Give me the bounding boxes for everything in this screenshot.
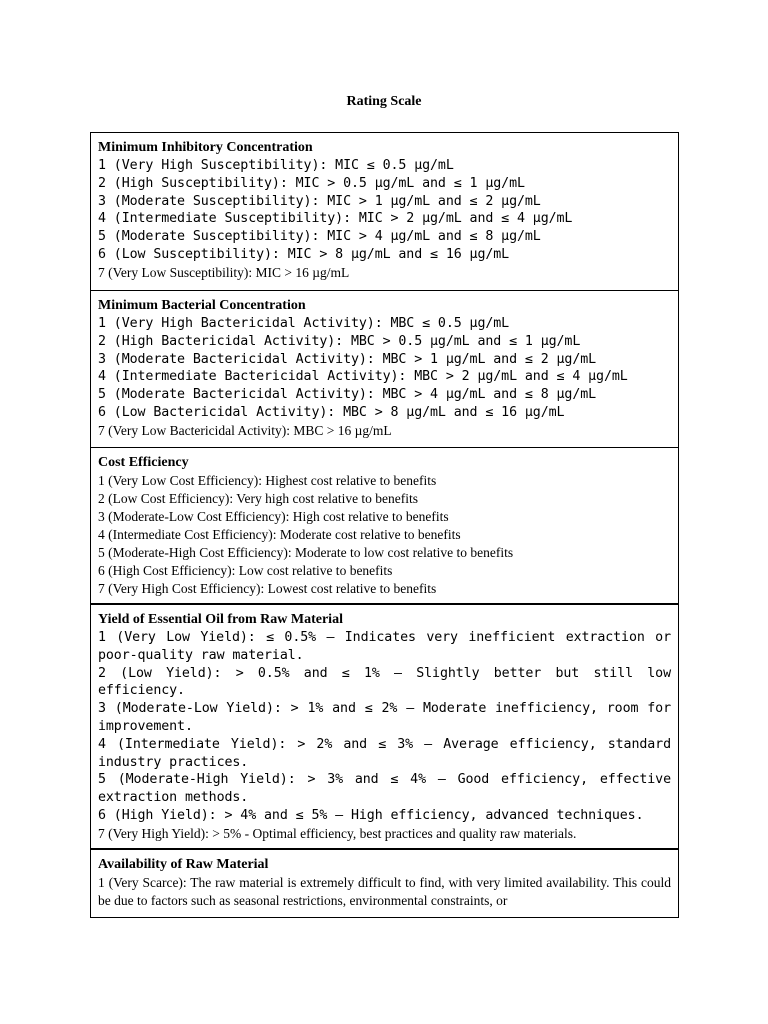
yield-item: 1 (Very Low Yield): ≤ 0.5% – Indicates very inefficient extraction or poor-quality raw material. — [98, 630, 671, 663]
availability-section — [91, 848, 678, 917]
mbc-item: 4 (Intermediate Bactericidal Activity): MBC > 2 µg/mL and ≤ 4 µg/mL — [98, 369, 628, 385]
cost-item: 2 (Low Cost Efficiency): Very high cost relative to benefits — [98, 491, 419, 506]
mic-item: 1 (Very High Susceptibility): MIC ≤ 0.5 µg/mL — [98, 158, 454, 173]
yield-section — [91, 603, 678, 848]
yield-item: 5 (Moderate-High Yield): > 3% and ≤ 4% – Good efficiency, effective extraction methods. — [98, 772, 671, 806]
yield-item: 4 (Intermediate Yield): > 2% and ≤ 3% – Average efficiency, standard industry practices. — [98, 736, 671, 770]
mic-heading: Minimum Inhibitory Concentration — [98, 140, 313, 155]
cost-item: 4 (Intermediate Cost Efficiency): Moderate cost relative to benefits — [98, 527, 461, 542]
availability-text: 1 (Very Scarce): The raw material is extremely difficult to find, with very limited availability. This could be due to factors such as seasonal restrictions, environmental constraints, or — [98, 875, 671, 908]
mic-item: 2 (High Susceptibility): MIC > 0.5 µg/mL and ≤ 1 µg/mL — [98, 175, 525, 191]
yield-item: 6 (High Yield): > 4% and ≤ 5% – High efficiency, advanced techniques. — [98, 807, 644, 823]
mbc-item: 2 (High Bactericidal Activity): MBC > 0.5 µg/mL and ≤ 1 µg/mL — [98, 333, 581, 349]
mbc-item: 3 (Moderate Bactericidal Activity): MBC > 1 µg/mL and ≤ 2 µg/mL — [98, 351, 597, 367]
mbc-item: 5 (Moderate Bactericidal Activity): MBC > 4 µg/mL and ≤ 8 µg/mL — [98, 387, 597, 403]
rating-scale-table — [90, 132, 679, 918]
mbc-item: 1 (Very High Bactericidal Activity): MBC ≤ 0.5 µg/mL — [98, 316, 510, 331]
cost-item: 7 (Very High Cost Efficiency): Lowest cost relative to benefits — [98, 581, 437, 596]
cost-item: 3 (Moderate-Low Cost Efficiency): High cost relative to benefits — [98, 509, 449, 524]
yield-heading: Yield of Essential Oil from Raw Material — [98, 612, 343, 627]
mbc-item: 6 (Low Bactericidal Activity): MBC > 8 µg/mL and ≤ 16 µg/mL — [98, 404, 565, 420]
mic-item: 7 (Very Low Susceptibility): MIC > 16 µg/mL — [98, 264, 350, 280]
mic-item: 6 (Low Susceptibility): MIC > 8 µg/mL and ≤ 16 µg/mL — [98, 246, 510, 262]
availability-heading: Availability of Raw Material — [98, 857, 269, 872]
mbc-heading: Minimum Bacterial Concentration — [98, 298, 306, 313]
mic-section — [91, 133, 678, 290]
cost-item: 5 (Moderate-High Cost Efficiency): Moderate to low cost relative to benefits — [98, 545, 514, 560]
cost-section — [91, 447, 678, 603]
yield-item: 7 (Very High Yield): > 5% - Optimal efficiency, best practices and quality raw materials. — [98, 825, 577, 841]
mic-item: 3 (Moderate Susceptibility): MIC > 1 µg/mL and ≤ 2 µg/mL — [98, 193, 541, 209]
yield-item: 3 (Moderate-Low Yield): > 1% and ≤ 2% – Moderate inefficiency, room for improvement. — [98, 701, 671, 734]
mbc-item: 7 (Very Low Bactericidal Activity): MBC > 16 µg/mL — [98, 422, 392, 438]
cost-item: 6 (High Cost Efficiency): Low cost relative to benefits — [98, 563, 393, 578]
mic-item: 4 (Intermediate Susceptibility): MIC > 2 µg/mL and ≤ 4 µg/mL — [98, 211, 573, 227]
page-title: Rating Scale — [346, 94, 422, 109]
yield-item: 2 (Low Yield): > 0.5% and ≤ 1% – Slightly better but still low efficiency. — [98, 665, 671, 699]
mic-item: 5 (Moderate Susceptibility): MIC > 4 µg/mL and ≤ 8 µg/mL — [98, 229, 541, 245]
mbc-section — [91, 290, 678, 447]
cost-item: 1 (Very Low Cost Efficiency): Highest cost relative to benefits — [98, 473, 437, 488]
cost-heading: Cost Efficiency — [98, 455, 189, 470]
